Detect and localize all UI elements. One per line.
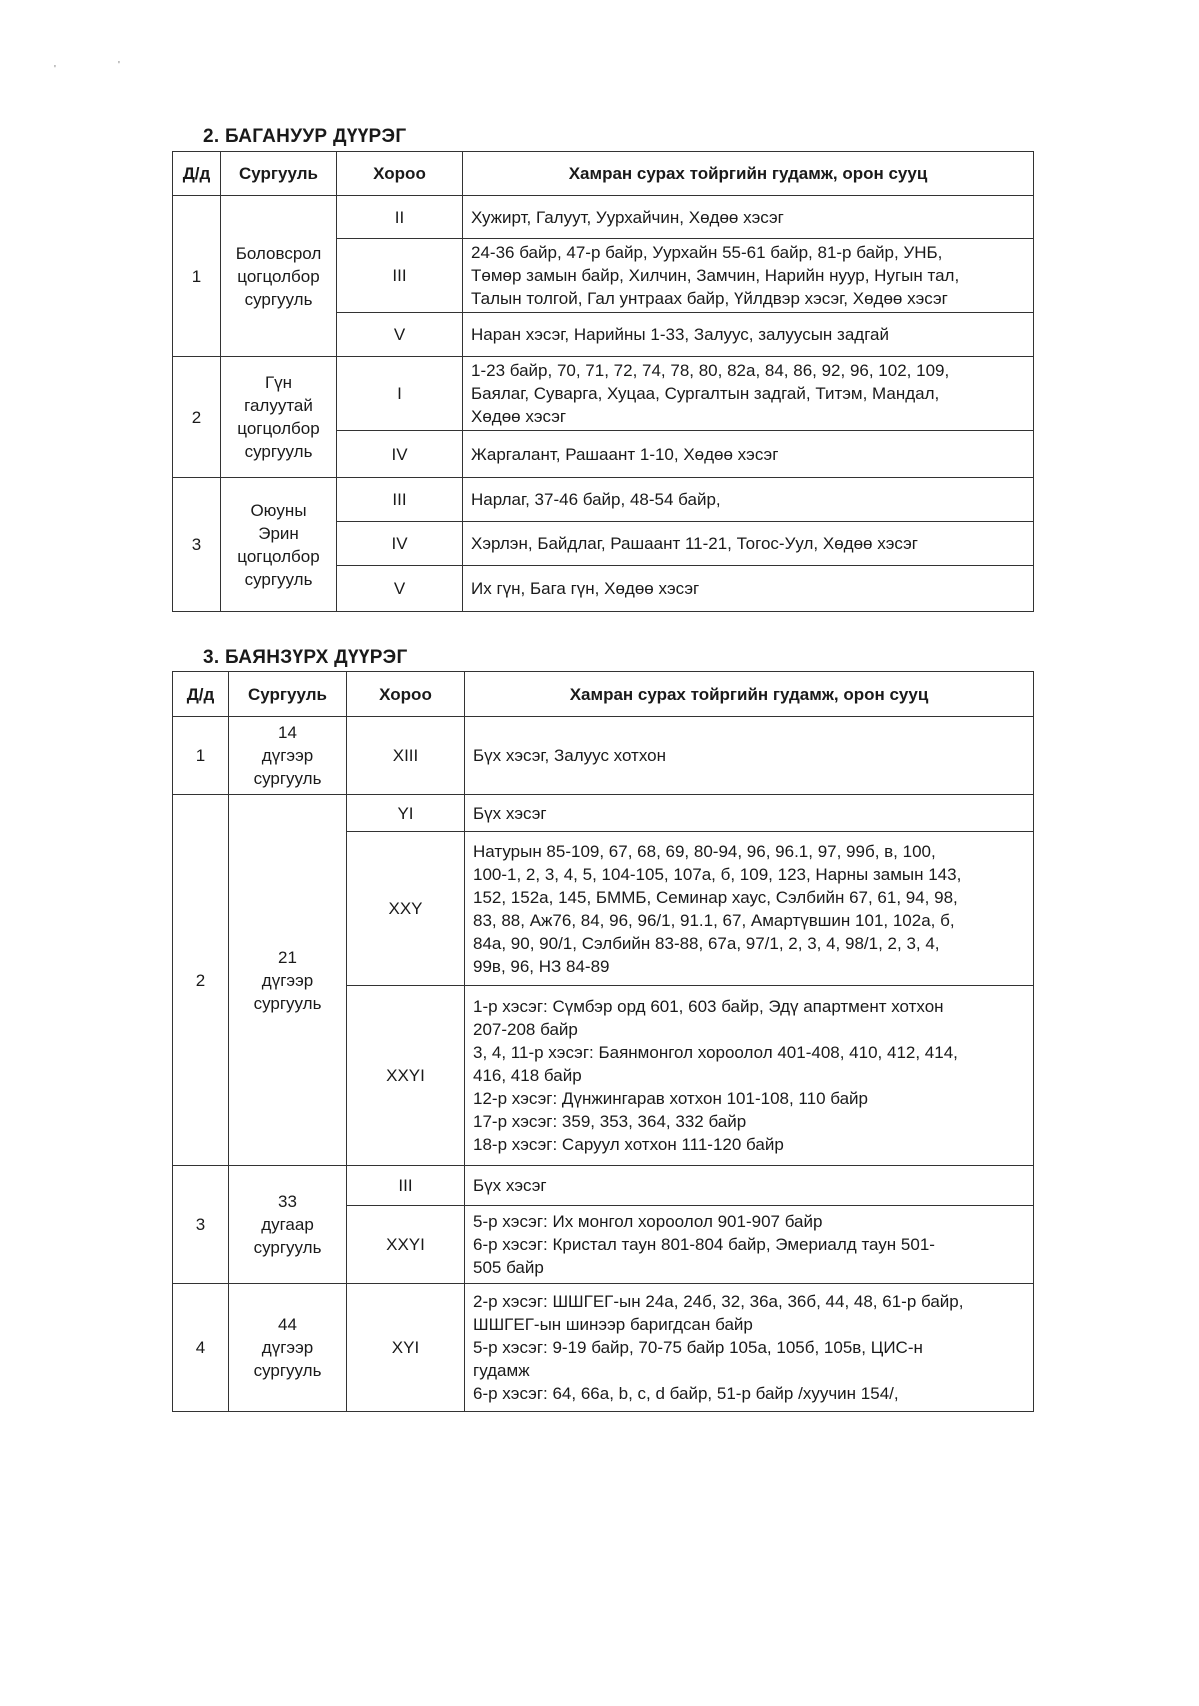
khoroo: YI	[347, 795, 465, 832]
streets-line: 416, 418 байр	[473, 1066, 582, 1085]
streets-line: 2-р хэсэг: ШШГЕГ-ын 24а, 24б, 32, 36а, 36б, 44, 48, 61-р байр,	[473, 1292, 964, 1311]
district-table	[172, 671, 1034, 1412]
school-name	[221, 478, 337, 612]
header-school: Сургууль	[221, 152, 337, 196]
school-name-line: цогцолбор	[237, 266, 320, 286]
header-streets: Хамран сурах тойргийн гудамж, орон сууц	[465, 672, 1034, 717]
streets-line: 17-р хэсэг: 359, 353, 364, 332 байр	[473, 1112, 747, 1131]
streets-line: Натурын 85-109, 67, 68, 69, 80-94, 96, 96.1, 97, 99б, в, 100,	[473, 841, 936, 861]
streets-cell	[463, 431, 1034, 478]
khoroo: III	[337, 478, 463, 522]
school-name-line: 21	[278, 947, 297, 967]
section-title: 2. БАГАНУУР ДҮҮРЭГ	[203, 126, 407, 147]
school-name-line: цогцолбор	[237, 419, 320, 438]
school-name-line: сургууль	[244, 289, 313, 309]
streets-line: Наран хэсэг, Нарийны 1-33, Залуус, залуусын задгай	[471, 325, 889, 344]
streets-line: 5-р хэсэг: 9-19 байр, 70-75 байр 105а, 105б, 105в, ЦИС-н	[473, 1338, 923, 1357]
streets-line: 152, 152а, 145, БММБ, Семинар хаус, Сэлбийн 67, 61, 94, 98,	[473, 887, 958, 907]
streets-cell	[463, 357, 1034, 431]
streets-cell	[463, 196, 1034, 239]
school-name-line: галуутай	[244, 396, 313, 415]
streets-line: Хөдөө хэсэг	[471, 407, 567, 426]
school-name-line: Гүн	[264, 373, 293, 392]
streets-line: Хэрлэн, Байдлаг, Рашаант 11-21, Тогос-Уул, Хөдөө хэсэг	[471, 534, 918, 553]
streets-line: ШШГЕГ-ын шинээр баригдсан байр	[473, 1315, 753, 1334]
school-name-line: дүгээр	[261, 1338, 314, 1357]
header-num: Д/д	[173, 152, 221, 196]
streets-cell	[465, 1284, 1034, 1412]
streets-line: Бүх хэсэг	[473, 803, 547, 823]
streets-cell	[465, 832, 1034, 986]
row-number: 3	[173, 1166, 229, 1284]
streets-cell	[465, 1206, 1034, 1284]
streets-cell	[465, 717, 1034, 795]
streets-line: 1-23 байр, 70, 71, 72, 74, 78, 80, 82а, 84, 86, 92, 96, 102, 109,	[471, 361, 950, 380]
table-row	[173, 196, 1034, 239]
school-name-line: дугаар	[261, 1215, 314, 1234]
streets-line: Баялаг, Суварга, Хуцаа, Сургалтын задгай, Титэм, Мандал,	[471, 384, 940, 403]
table-header-row	[173, 672, 1034, 717]
khoroo: IV	[337, 522, 463, 566]
school-name-line: 44	[278, 1315, 297, 1334]
streets-line: Бүх хэсэг	[473, 1176, 547, 1195]
school-name	[221, 357, 337, 478]
school-name-line: сургууль	[253, 1238, 322, 1257]
khoroo: II	[337, 196, 463, 239]
streets-cell	[465, 1166, 1034, 1206]
streets-line: 18-р хэсэг: Саруул хотхон 111-120 байр	[473, 1135, 784, 1154]
scan-mark: '	[54, 64, 56, 75]
khoroo: III	[337, 239, 463, 313]
streets-line: Талын толгой, Гал унтраах байр, Үйлдвэр хэсэг, Хөдөө хэсэг	[471, 289, 948, 308]
school-name	[221, 196, 337, 357]
school-name-line: 14	[278, 723, 297, 742]
streets-line: Жаргалант, Рашаант 1-10, Хөдөө хэсэг	[471, 444, 779, 464]
row-number: 3	[173, 478, 221, 612]
khoroo: V	[337, 566, 463, 612]
table-row	[173, 717, 1034, 795]
streets-cell	[463, 566, 1034, 612]
streets-line: 84а, 90, 90/1, Сэлбийн 83-88, 67а, 97/1, 2, 3, 4, 98/1, 2, 3, 4,	[473, 933, 940, 953]
khoroo: XIII	[347, 717, 465, 795]
khoroo: XXY	[347, 832, 465, 986]
school-name-line: дүгээр	[261, 970, 314, 990]
streets-line: 505 байр	[473, 1258, 544, 1277]
streets-line: 12-р хэсэг: Дүнжингарав хотхон 101-108, 110 байр	[473, 1089, 869, 1108]
school-name-line: сургууль	[244, 442, 313, 461]
khoroo: III	[347, 1166, 465, 1206]
khoroo: I	[337, 357, 463, 431]
streets-cell	[463, 522, 1034, 566]
table-row	[173, 1284, 1034, 1412]
streets-cell	[465, 986, 1034, 1166]
district-table	[172, 151, 1034, 612]
row-number: 4	[173, 1284, 229, 1412]
header-num: Д/д	[173, 672, 229, 717]
streets-line: 6-р хэсэг: 64, 66а, b, c, d байр, 51-р байр /хуучин 154/,	[473, 1384, 899, 1403]
school-name	[229, 1166, 347, 1284]
streets-line: Хужирт, Галуут, Уурхайчин, Хөдөө хэсэг	[471, 207, 784, 227]
streets-cell	[463, 239, 1034, 313]
scan-mark: '	[118, 60, 120, 71]
streets-cell	[465, 795, 1034, 832]
header-streets: Хамран сурах тойргийн гудамж, орон сууц	[463, 152, 1034, 196]
streets-line: 24-36 байр, 47-р байр, Уурхайн 55-61 байр, 81-р байр, УНБ,	[471, 243, 943, 262]
streets-line: Төмөр замын байр, Хилчин, Замчин, Нарийн нуур, Нугын тал,	[471, 266, 960, 285]
school-name	[229, 1284, 347, 1412]
header-school: Сургууль	[229, 672, 347, 717]
streets-line: Нарлаг, 37-46 байр, 48-54 байр,	[471, 490, 721, 509]
streets-line: 1-р хэсэг: Сүмбэр орд 601, 603 байр, Эдү апартмент хотхон	[473, 997, 944, 1016]
khoroo: IV	[337, 431, 463, 478]
streets-line: 100-1, 2, 3, 4, 5, 104-105, 107а, б, 109, 123, Нарны замын 143,	[473, 864, 962, 884]
streets-line: 83, 88, Аж76, 84, 96, 96/1, 91.1, 67, Амартүвшин 101, 102а, б,	[473, 910, 955, 930]
table-row	[173, 357, 1034, 431]
row-number: 1	[173, 717, 229, 795]
streets-line: гудамж	[473, 1361, 530, 1380]
school-name-line: сургууль	[253, 1361, 322, 1380]
row-number: 1	[173, 196, 221, 357]
school-name-line: сургууль	[253, 769, 322, 788]
khoroo: XYI	[347, 1284, 465, 1412]
header-khoroo: Хороо	[337, 152, 463, 196]
streets-line: Их гүн, Бага гүн, Хөдөө хэсэг	[471, 579, 700, 598]
streets-cell	[463, 478, 1034, 522]
section-title: 3. БАЯНЗҮРХ ДҮҮРЭГ	[203, 647, 408, 668]
school-name-line: сургууль	[253, 993, 322, 1013]
streets-line: 99в, 96, НЗ 84-89	[473, 956, 610, 976]
streets-cell	[463, 313, 1034, 357]
streets-line: 207-208 байр	[473, 1020, 578, 1039]
row-number: 2	[173, 795, 229, 1166]
school-name-line: Оюуны	[250, 500, 307, 520]
school-name-line: 33	[278, 1192, 297, 1211]
table-header-row	[173, 152, 1034, 196]
khoroo: XXYI	[347, 986, 465, 1166]
school-name-line: цогцолбор	[237, 546, 320, 566]
streets-line: Бүх хэсэг, Залуус хотхон	[473, 746, 666, 765]
khoroo: V	[337, 313, 463, 357]
table-row	[173, 478, 1034, 522]
table-row	[173, 1166, 1034, 1206]
table-row	[173, 795, 1034, 832]
school-name-line: сургууль	[244, 569, 313, 589]
streets-line: 6-р хэсэг: Кристал таун 801-804 байр, Эмериалд таун 501-	[473, 1235, 935, 1254]
school-name	[229, 795, 347, 1166]
streets-line: 5-р хэсэг: Их монгол хороолол 901-907 байр	[473, 1212, 823, 1231]
school-name-line: Боловсрол	[235, 243, 322, 263]
streets-line: 3, 4, 11-р хэсэг: Баянмонгол хороолол 401-408, 410, 412, 414,	[473, 1043, 958, 1062]
row-number: 2	[173, 357, 221, 478]
school-name-line: дүгээр	[261, 746, 314, 765]
school-name	[229, 717, 347, 795]
khoroo: XXYI	[347, 1206, 465, 1284]
school-name-line: Эрин	[258, 523, 299, 543]
header-khoroo: Хороо	[347, 672, 465, 717]
